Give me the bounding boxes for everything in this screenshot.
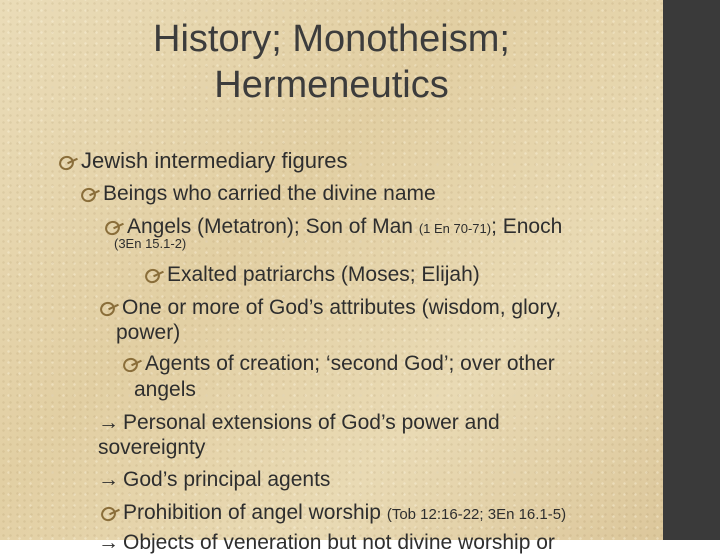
citation-3-enoch: (3En 15.1-2) [114, 236, 187, 251]
bullet-exalted-patriarchs: Exalted patriarchs (Moses; Elijah) [144, 262, 480, 288]
right-arrow-icon: → [98, 468, 119, 491]
curled-arrow-bullet-icon [122, 356, 143, 370]
bullet-jewish-intermediary-figures: Jewish intermediary figures [58, 148, 348, 174]
right-arrow-icon: → [98, 411, 119, 434]
bullet-angels-son-of-man: Angels (Metatron); Son of Man (1 En 70-71); Enoch [104, 214, 562, 242]
side-bar [663, 0, 720, 540]
bullet-gods-attributes: One or more of God’s attributes (wisdom, glory, [99, 295, 561, 321]
curled-arrow-bullet-icon [100, 505, 121, 519]
citation-1-enoch: (1 En 70-71) [418, 221, 492, 236]
curled-arrow-bullet-icon [58, 154, 79, 168]
title-line-2: Hermeneutics [214, 64, 449, 106]
text-power: power) [116, 321, 181, 344]
curled-arrow-bullet-icon [80, 186, 101, 200]
arrow-objects-of-veneration: → Objects of veneration but not divine worship or [98, 531, 555, 554]
curled-arrow-bullet-icon [99, 300, 120, 314]
bullet-prohibition-angel-worship: Prohibition of angel worship (Tob 12:16-22; 3En 16.1-5) [100, 500, 566, 528]
text-sovereignty: sovereignty [98, 436, 206, 459]
title-line-1: History; Monotheism; [153, 18, 510, 60]
curled-arrow-bullet-icon [144, 267, 165, 281]
text-angels: angels [134, 378, 196, 401]
curled-arrow-bullet-icon [104, 219, 125, 233]
bullet-agents-of-creation: Agents of creation; ‘second God’; over other [122, 351, 555, 377]
arrow-personal-extensions: → Personal extensions of God’s power and [98, 411, 500, 434]
right-arrow-icon: → [98, 531, 119, 554]
citation-tobit: (Tob 12:16-22; 3En 16.1-5) [386, 506, 567, 523]
bullet-beings-divine-name: Beings who carried the divine name [80, 181, 436, 207]
slide-title [0, 16, 663, 108]
arrow-principal-agents: → God’s principal agents [98, 468, 331, 491]
